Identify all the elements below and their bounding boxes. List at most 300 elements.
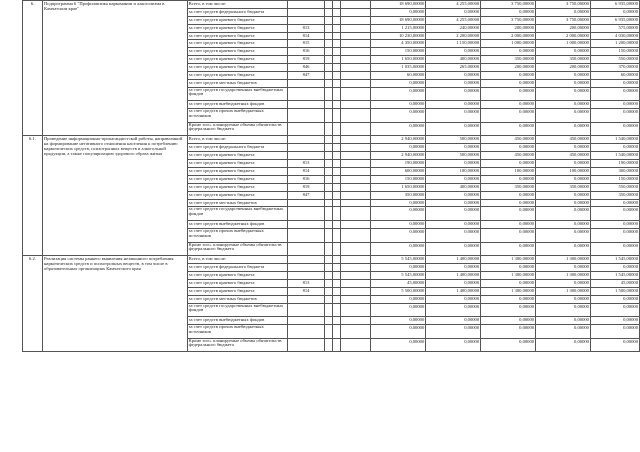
empty-cell [325,144,333,152]
empty-cell [333,87,341,101]
empty-cell [341,8,371,16]
empty-cell [325,24,333,32]
amount-cell: 2 000,00000 [481,32,536,40]
amount-cell: 0,00000 [371,87,426,101]
funding-source: за счет средств краевого бюджета [187,40,287,48]
amount-cell: 0,00000 [536,101,591,109]
funding-source: за счет средств государственных внебюджетных фондов [187,87,287,101]
amount-cell: 150,00000 [590,175,639,183]
amount-cell: 1 400,00000 [426,287,481,295]
amount-cell: 1 300,00000 [481,256,536,264]
empty-cell [341,295,371,303]
funding-source: за счет средств краевого бюджета [187,191,287,199]
amount-cell: 0,00000 [481,144,536,152]
amount-cell: 1 545,00000 [590,271,639,279]
amount-cell: 0,00000 [481,221,536,229]
empty-cell [325,64,333,72]
funding-source: за счет средств прочих внебюджетных источников [187,228,287,242]
amount-cell: 350,00000 [536,183,591,191]
budget-code: 847 [287,72,325,80]
amount-cell: 18 690,00000 [371,16,426,24]
amount-cell: 5 500,00000 [371,287,426,295]
empty-cell [325,175,333,183]
empty-cell [325,136,333,144]
funding-source: за счет средств государственных внебюджетных фондов [187,207,287,221]
empty-cell [333,183,341,191]
empty-cell [333,295,341,303]
amount-cell: 0,00000 [371,303,426,317]
amount-cell: 0,00000 [590,317,639,325]
empty-cell [341,109,371,123]
amount-cell: 0,00000 [481,122,536,136]
amount-cell: 350,00000 [481,56,536,64]
amount-cell: 0,00000 [371,295,426,303]
amount-cell: 1 540,00000 [590,136,639,144]
budget-code [287,324,325,338]
amount-cell: 1 215,00000 [371,24,426,32]
amount-cell: 0,00000 [590,101,639,109]
amount-cell: 0,00000 [426,175,481,183]
empty-cell [325,256,333,264]
amount-cell: 0,00000 [590,8,639,16]
amount-cell: 0,00000 [426,87,481,101]
amount-cell: 0,00000 [590,122,639,136]
amount-cell: 0,00000 [481,72,536,80]
amount-cell: 2 940,00000 [371,152,426,160]
amount-cell: 6 935,00000 [590,16,639,24]
empty-cell [325,191,333,199]
amount-cell: 0,00000 [590,324,639,338]
amount-cell: 0,00000 [536,324,591,338]
budget-table-body [23,1,640,352]
empty-cell [341,287,371,295]
amount-cell: 1 500,00000 [590,287,639,295]
empty-cell [325,48,333,56]
amount-cell: 0,00000 [536,72,591,80]
amount-cell: 0,00000 [426,228,481,242]
empty-cell [341,183,371,191]
amount-cell: 0,00000 [371,317,426,325]
empty-cell [341,122,371,136]
amount-cell: 0,00000 [426,160,481,168]
budget-code [287,271,325,279]
amount-cell: 3 750,00000 [481,16,536,24]
empty-cell [333,144,341,152]
section-title: Проведение информационно-пропагандистской работы, направленной на формирование негативного отношения населения к потреблению наркотических средств, психотропных веществ и алкогольной продукции, а также популяризацию здорового образа жизни [42,136,187,256]
amount-cell: 0,00000 [481,279,536,287]
empty-cell [341,191,371,199]
funding-source: за счет средств федерального бюджета [187,144,287,152]
empty-cell [341,24,371,32]
amount-cell: 4 030,00000 [590,32,639,40]
empty-cell [333,175,341,183]
funding-source: за счет средств краевого бюджета [187,168,287,176]
funding-source: за счет средств краевого бюджета [187,48,287,56]
empty-cell [341,79,371,87]
amount-cell: 0,00000 [426,48,481,56]
section-number: 6.2. [23,256,43,352]
amount-cell: 0,00000 [590,228,639,242]
budget-code: 814 [287,287,325,295]
empty-cell [341,256,371,264]
funding-source: за счет средств внебюджетных фондов [187,221,287,229]
funding-source: за счет средств федерального бюджета [187,8,287,16]
empty-cell [325,221,333,229]
funding-source: за счет средств краевого бюджета [187,56,287,64]
amount-cell: 450,00000 [481,152,536,160]
amount-cell: 45,00000 [371,279,426,287]
amount-cell: 500,00000 [426,152,481,160]
funding-source: за счет средств краевого бюджета [187,72,287,80]
amount-cell: 0,00000 [536,122,591,136]
empty-cell [325,152,333,160]
empty-cell [341,48,371,56]
funding-source: за счет средств краевого бюджета [187,64,287,72]
amount-cell: 0,00000 [426,199,481,207]
budget-code: 814 [287,32,325,40]
empty-cell [333,303,341,317]
empty-cell [333,338,341,352]
amount-cell: 0,00000 [426,144,481,152]
amount-cell: 500,00000 [426,136,481,144]
amount-cell: 0,00000 [426,191,481,199]
amount-cell: 0,00000 [536,144,591,152]
empty-cell [333,287,341,295]
empty-cell [325,32,333,40]
amount-cell: 450,00000 [481,136,536,144]
budget-code [287,221,325,229]
amount-cell: 0,00000 [481,295,536,303]
amount-cell: 0,00000 [426,8,481,16]
amount-cell: 0,00000 [536,175,591,183]
empty-cell [333,279,341,287]
amount-cell: 0,00000 [481,191,536,199]
amount-cell: 0,00000 [481,228,536,242]
budget-code [287,109,325,123]
amount-cell: 0,00000 [590,242,639,256]
amount-cell: 0,00000 [590,144,639,152]
amount-cell: 0,00000 [536,279,591,287]
amount-cell: 1 650,00000 [371,183,426,191]
amount-cell: 0,00000 [536,8,591,16]
section-number: 6.1. [23,136,43,256]
amount-cell: 100,00000 [426,168,481,176]
amount-cell: 0,00000 [536,338,591,352]
amount-cell: 190,00000 [590,160,639,168]
amount-cell: 0,00000 [481,317,536,325]
amount-cell: 0,00000 [371,122,426,136]
amount-cell: 0,00000 [426,317,481,325]
amount-cell: 0,00000 [481,207,536,221]
empty-cell [341,242,371,256]
empty-cell [341,271,371,279]
amount-cell: 0,00000 [481,338,536,352]
budget-code: 819 [287,183,325,191]
amount-cell: 0,00000 [536,79,591,87]
amount-cell: 350,00000 [590,191,639,199]
empty-cell [333,40,341,48]
amount-cell: 5 545,00000 [371,256,426,264]
amount-cell: 1 400,00000 [426,256,481,264]
section-title: Реализация системы раннего выявления незаконного потребления наркотических средств и психотропных веществ, в том числе в образовательных организациях Камчатского края [42,256,187,352]
amount-cell: 0,00000 [371,338,426,352]
empty-cell [341,324,371,338]
budget-code [287,136,325,144]
empty-cell [341,317,371,325]
amount-cell: 3 750,00000 [536,16,591,24]
empty-cell [333,242,341,256]
amount-cell: 60,00000 [371,72,426,80]
amount-cell: 100,00000 [481,168,536,176]
empty-cell [333,122,341,136]
amount-cell: 1 545,00000 [590,256,639,264]
amount-cell: 3 750,00000 [536,1,591,9]
amount-cell: 0,00000 [426,264,481,272]
empty-cell [325,109,333,123]
empty-cell [341,87,371,101]
amount-cell: 60,00000 [590,72,639,80]
amount-cell: 0,00000 [590,109,639,123]
amount-cell: 1 300,00000 [481,271,536,279]
funding-source: за счет средств краевого бюджета [187,152,287,160]
amount-cell: 0,00000 [426,338,481,352]
empty-cell [333,152,341,160]
amount-cell: 0,00000 [536,317,591,325]
empty-cell [341,56,371,64]
budget-code: 813 [287,160,325,168]
empty-cell [333,101,341,109]
funding-source: Кроме того, планируемые объемы обязательств федерального бюджета [187,122,287,136]
empty-cell [325,207,333,221]
empty-cell [325,183,333,191]
funding-source: за счет средств краевого бюджета [187,24,287,32]
amount-cell: 0,00000 [481,87,536,101]
empty-cell [333,160,341,168]
amount-cell: 0,00000 [536,191,591,199]
empty-cell [333,317,341,325]
amount-cell: 0,00000 [536,264,591,272]
empty-cell [341,40,371,48]
budget-code [287,264,325,272]
empty-cell [325,279,333,287]
table-row [23,136,640,144]
amount-cell: 400,00000 [426,56,481,64]
amount-cell: 200,00000 [536,64,591,72]
empty-cell [325,303,333,317]
funding-source: за счет средств внебюджетных фондов [187,317,287,325]
amount-cell: 190,00000 [371,160,426,168]
empty-cell [333,324,341,338]
funding-source: за счет средств краевого бюджета [187,287,287,295]
amount-cell: 2 200,00000 [426,32,481,40]
amount-cell: 0,00000 [590,79,639,87]
empty-cell [325,168,333,176]
empty-cell [325,160,333,168]
funding-source: за счет средств федерального бюджета [187,264,287,272]
empty-cell [341,279,371,287]
empty-cell [333,32,341,40]
amount-cell: 150,00000 [590,48,639,56]
budget-code [287,228,325,242]
empty-cell [325,87,333,101]
budget-table [22,0,640,352]
empty-cell [333,109,341,123]
amount-cell: 0,00000 [426,101,481,109]
budget-code: 816 [287,48,325,56]
budget-code: 846 [287,64,325,72]
funding-source: за счет средств краевого бюджета [187,16,287,24]
budget-code [287,317,325,325]
amount-cell: 370,00000 [590,64,639,72]
empty-cell [325,101,333,109]
empty-cell [325,56,333,64]
amount-cell: 0,00000 [426,295,481,303]
amount-cell: 0,00000 [481,242,536,256]
amount-cell: 0,00000 [536,199,591,207]
empty-cell [341,207,371,221]
empty-cell [341,160,371,168]
funding-source: за счет средств местных бюджетов [187,79,287,87]
empty-cell [333,8,341,16]
amount-cell: 0,00000 [481,101,536,109]
amount-cell: 0,00000 [481,199,536,207]
amount-cell: 0,00000 [371,207,426,221]
budget-code [287,338,325,352]
budget-code [287,79,325,87]
funding-source: за счет средств государственных внебюджетных фондов [187,303,287,317]
empty-cell [325,72,333,80]
empty-cell [333,256,341,264]
amount-cell: 0,00000 [536,207,591,221]
amount-cell: 0,00000 [536,303,591,317]
amount-cell: 0,00000 [481,79,536,87]
empty-cell [333,271,341,279]
budget-code: 847 [287,191,325,199]
budget-code: 815 [287,40,325,48]
empty-cell [341,264,371,272]
empty-cell [325,271,333,279]
empty-cell [341,175,371,183]
funding-source: за счет средств краевого бюджета [187,175,287,183]
empty-cell [325,1,333,9]
amount-cell: 1 650,00000 [371,56,426,64]
empty-cell [325,8,333,16]
amount-cell: 0,00000 [481,8,536,16]
empty-cell [341,1,371,9]
empty-cell [341,152,371,160]
amount-cell: 0,00000 [481,264,536,272]
empty-cell [325,122,333,136]
amount-cell: 100,00000 [536,168,591,176]
empty-cell [325,228,333,242]
amount-cell: 0,00000 [371,101,426,109]
amount-cell: 0,00000 [371,109,426,123]
amount-cell: 0,00000 [371,221,426,229]
amount-cell: 0,00000 [426,72,481,80]
amount-cell: 0,00000 [590,199,639,207]
amount-cell: 5 545,00000 [371,271,426,279]
empty-cell [333,24,341,32]
empty-cell [325,199,333,207]
amount-cell: 0,00000 [371,264,426,272]
amount-cell: 18 690,00000 [371,1,426,9]
amount-cell: 1 300,00000 [536,271,591,279]
amount-cell: 0,00000 [536,221,591,229]
empty-cell [325,40,333,48]
amount-cell: 0,00000 [590,87,639,101]
empty-cell [341,168,371,176]
empty-cell [341,101,371,109]
empty-cell [341,221,371,229]
section-number: 6. [23,1,43,136]
amount-cell: 400,00000 [426,183,481,191]
empty-cell [333,264,341,272]
amount-cell: 350,00000 [536,56,591,64]
empty-cell [341,136,371,144]
amount-cell: 0,00000 [426,242,481,256]
empty-cell [333,168,341,176]
funding-source: за счет средств местных бюджетов [187,199,287,207]
empty-cell [341,32,371,40]
amount-cell: 450,00000 [536,136,591,144]
budget-code [287,152,325,160]
amount-cell: 0,00000 [590,207,639,221]
amount-cell: 0,00000 [590,295,639,303]
amount-cell: 0,00000 [426,279,481,287]
amount-cell: 45,00000 [590,279,639,287]
amount-cell: 1 000,00000 [481,40,536,48]
amount-cell: 200,00000 [481,24,536,32]
amount-cell: 0,00000 [536,228,591,242]
empty-cell [333,1,341,9]
empty-cell [341,16,371,24]
amount-cell: 0,00000 [426,79,481,87]
empty-cell [325,242,333,256]
empty-cell [325,264,333,272]
budget-code [287,16,325,24]
budget-code [287,199,325,207]
budget-code [287,144,325,152]
amount-cell: 0,00000 [481,303,536,317]
amount-cell: 0,00000 [426,324,481,338]
amount-cell: 0,00000 [536,242,591,256]
amount-cell: 4 350,00000 [371,40,426,48]
empty-cell [325,79,333,87]
budget-code [287,1,325,9]
amount-cell: 0,00000 [536,48,591,56]
empty-cell [333,207,341,221]
empty-cell [333,221,341,229]
empty-cell [325,295,333,303]
amount-cell: 1 035,00000 [371,64,426,72]
amount-cell: 0,00000 [590,303,639,317]
amount-cell: 0,00000 [426,303,481,317]
empty-cell [333,228,341,242]
empty-cell [333,16,341,24]
funding-source: Всего, в том числе: [187,136,287,144]
amount-cell: 0,00000 [426,109,481,123]
amount-cell: 0,00000 [536,87,591,101]
funding-source: Кроме того, планируемые объемы обязательств федерального бюджета [187,338,287,352]
funding-source: Всего, в том числе: [187,1,287,9]
amount-cell: 0,00000 [536,295,591,303]
amount-cell: 150,00000 [371,175,426,183]
empty-cell [325,338,333,352]
empty-cell [333,199,341,207]
amount-cell: 0,00000 [426,207,481,221]
amount-cell: 200,00000 [536,24,591,32]
budget-code [287,303,325,317]
